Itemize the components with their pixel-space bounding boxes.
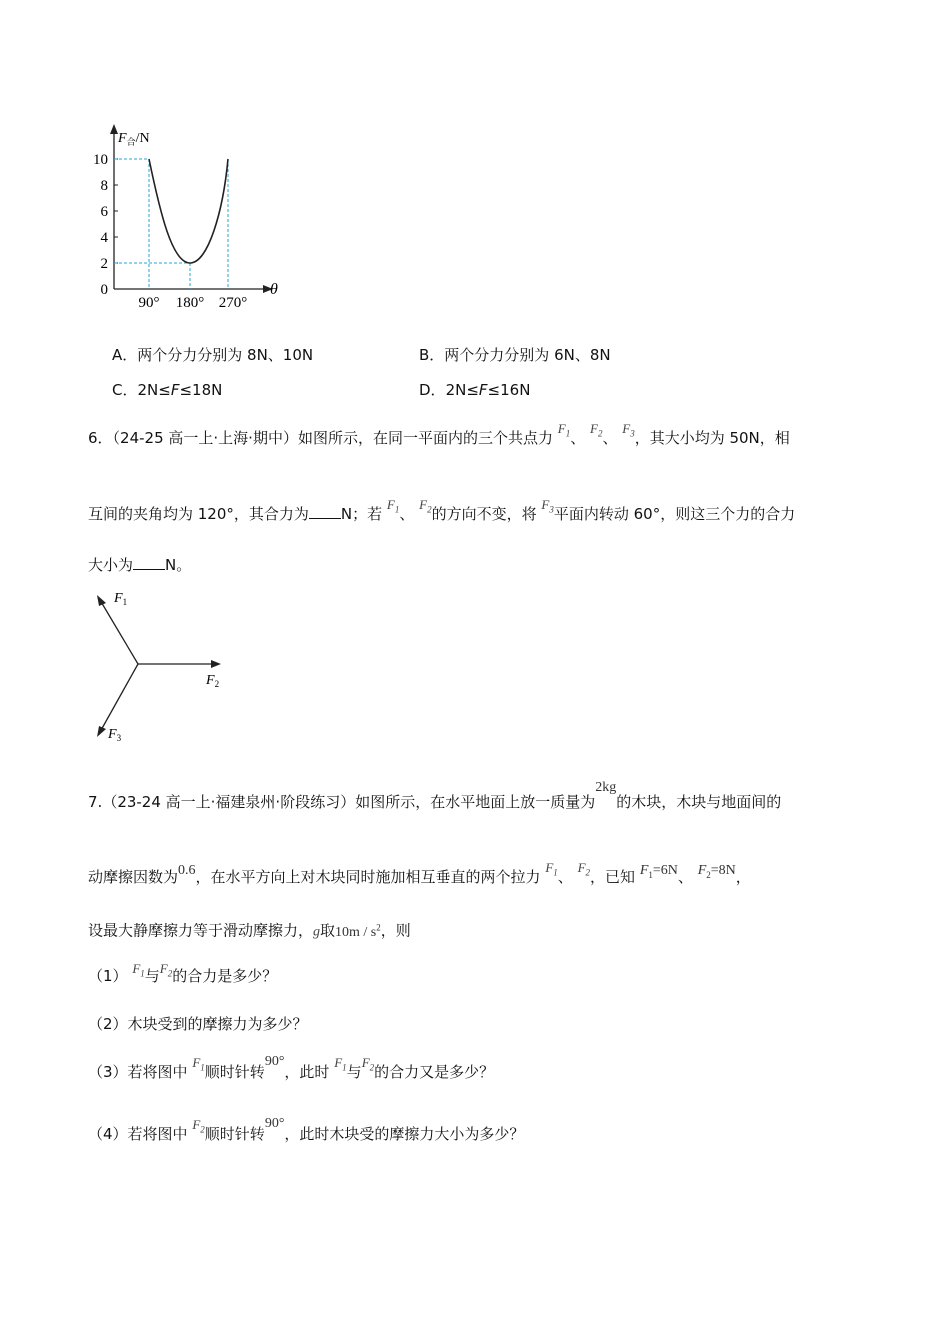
- force-f2: $F_2$: [419, 497, 432, 515]
- force-f3: $F_3$: [622, 421, 635, 439]
- option-a: [112, 344, 313, 365]
- question-source: （23-24 高一上·福建泉州·阶段练习）: [102, 793, 356, 811]
- y-axis-label: $F_合/N$: [118, 131, 150, 147]
- y-tick-label: 4: [100, 230, 108, 246]
- q6-line-2: 互间的夹角均为 120°，其合力为 N；若 $F_1$、 $F_2$的方向不变，将 $F_3$平面内转动 60°，则这三个力的合力: [88, 497, 796, 523]
- q7-line-2: 动摩擦因数为0.6，在水平方向上对木块同时施加相互垂直的两个拉力 $F_1$、 $F_2$，已知 $F_1=6N$、 $F_2=8N$，: [88, 860, 751, 886]
- x-tick-label: 180°: [175, 295, 205, 311]
- y-tick-label: 0: [100, 282, 108, 298]
- force-f1: $F_1$: [132, 961, 145, 979]
- option-d: D．2N≤F≤16N: [419, 381, 531, 399]
- option-letter: A．: [112, 346, 138, 364]
- rotation-angle: 90°: [264, 1116, 285, 1131]
- label-f3: $F_3$: [108, 727, 122, 743]
- option-c: C．2N≤F≤18N: [112, 381, 223, 399]
- question-number: 7.: [88, 793, 103, 811]
- force-f1: $F_1$: [386, 497, 400, 515]
- answer-blank: [309, 504, 341, 519]
- q6-line-3: 大小为 N。: [88, 556, 192, 574]
- f1-value: $F_1=6N$: [639, 863, 678, 880]
- force-f3: $F_3$: [541, 497, 554, 515]
- label-f1: $F_1$: [114, 591, 128, 607]
- rotation-angle: 90°: [264, 1054, 285, 1069]
- f2-value: $F_2=8N$: [697, 863, 736, 880]
- q7-part-1: （1） $F_1$与$F_2$的合力是多少？: [88, 961, 278, 985]
- q7-line-1: 7.（23-24 高一上·福建泉州·阶段练习）如图所示，在水平地面上放一质量为2kg的木块，木块与地面间的: [88, 780, 782, 811]
- option-text: 两个分力分别为 6N、8N: [444, 346, 611, 364]
- q7-part-4: （4）若将图中 $F_2$顺时针转90°，此时木块受的摩擦力大小为多少？: [88, 1116, 525, 1143]
- y-tick-label: 8: [100, 178, 108, 194]
- y-axis-arrow: [110, 124, 118, 134]
- part-number: （1）: [88, 967, 128, 985]
- q6-line-1: 6．（24-25 高一上·上海·期中）如图所示，在同一平面内的三个共点力 $F_1$、 $F_2$、 $F_3$，其大小均为 50N，相: [88, 421, 790, 447]
- resultant-curve: [149, 159, 228, 263]
- friction-coefficient: 0.6: [178, 863, 196, 878]
- option-letter: C．: [112, 381, 138, 399]
- x-tick-labels: [139, 295, 248, 311]
- part-number: （4）: [88, 1125, 128, 1143]
- force-f1-arrow: [100, 600, 138, 664]
- force-f1: $F_1$: [192, 1055, 205, 1073]
- option-letter: B．: [419, 346, 445, 364]
- mass-value: 2kg: [595, 780, 617, 795]
- y-tick-label: 6: [100, 204, 108, 220]
- dashed-guides: [114, 159, 228, 289]
- resultant-force-graph: [80, 122, 290, 312]
- q7-line-3: 设最大静摩擦力等于滑动摩擦力，g取$10m / s^2$，则: [88, 921, 411, 940]
- y-tick-labels: [93, 152, 109, 298]
- force-f2: $F_2$: [192, 1117, 205, 1135]
- force-f3-arrow: [100, 664, 138, 732]
- question-source: （24-25 高一上·上海·期中）: [112, 429, 298, 447]
- part-number: （3）: [88, 1063, 128, 1081]
- answer-blank: [133, 555, 165, 570]
- force-f2: $F_2$: [590, 421, 603, 439]
- q7-part-3: （3）若将图中 $F_1$顺时针转90°，此时 $F_1$与$F_2$的合力又是多少？: [88, 1054, 495, 1081]
- x-axis-label: θ: [270, 281, 278, 298]
- option-text: 两个分力分别为 8N、10N: [137, 346, 314, 364]
- y-tick-label: 2: [100, 256, 108, 272]
- option-b: [419, 344, 611, 365]
- q7-part-2: （2）木块受到的摩擦力为多少？: [88, 1015, 308, 1033]
- label-f2: $F_2$: [206, 673, 220, 689]
- force-f1: $F_1$: [557, 421, 571, 439]
- gravity-value: $10m / s^2$: [335, 922, 381, 940]
- gravity-symbol: g: [313, 924, 321, 940]
- force-f1: $F_1$: [545, 860, 558, 878]
- three-forces-diagram: [90, 586, 240, 746]
- force-f2: $F_2$: [361, 1055, 375, 1073]
- force-f2: $F_2$: [159, 961, 173, 979]
- question-number: 6．: [88, 429, 113, 447]
- force-f1: $F_1$: [334, 1055, 347, 1073]
- force-f2: $F_2$: [577, 860, 591, 878]
- part-number: （2）: [88, 1015, 128, 1033]
- option-letter: D．: [419, 381, 446, 399]
- y-tick-label: 10: [93, 152, 108, 168]
- x-tick-label: 90°: [138, 295, 160, 311]
- x-tick-label: 270°: [218, 295, 248, 311]
